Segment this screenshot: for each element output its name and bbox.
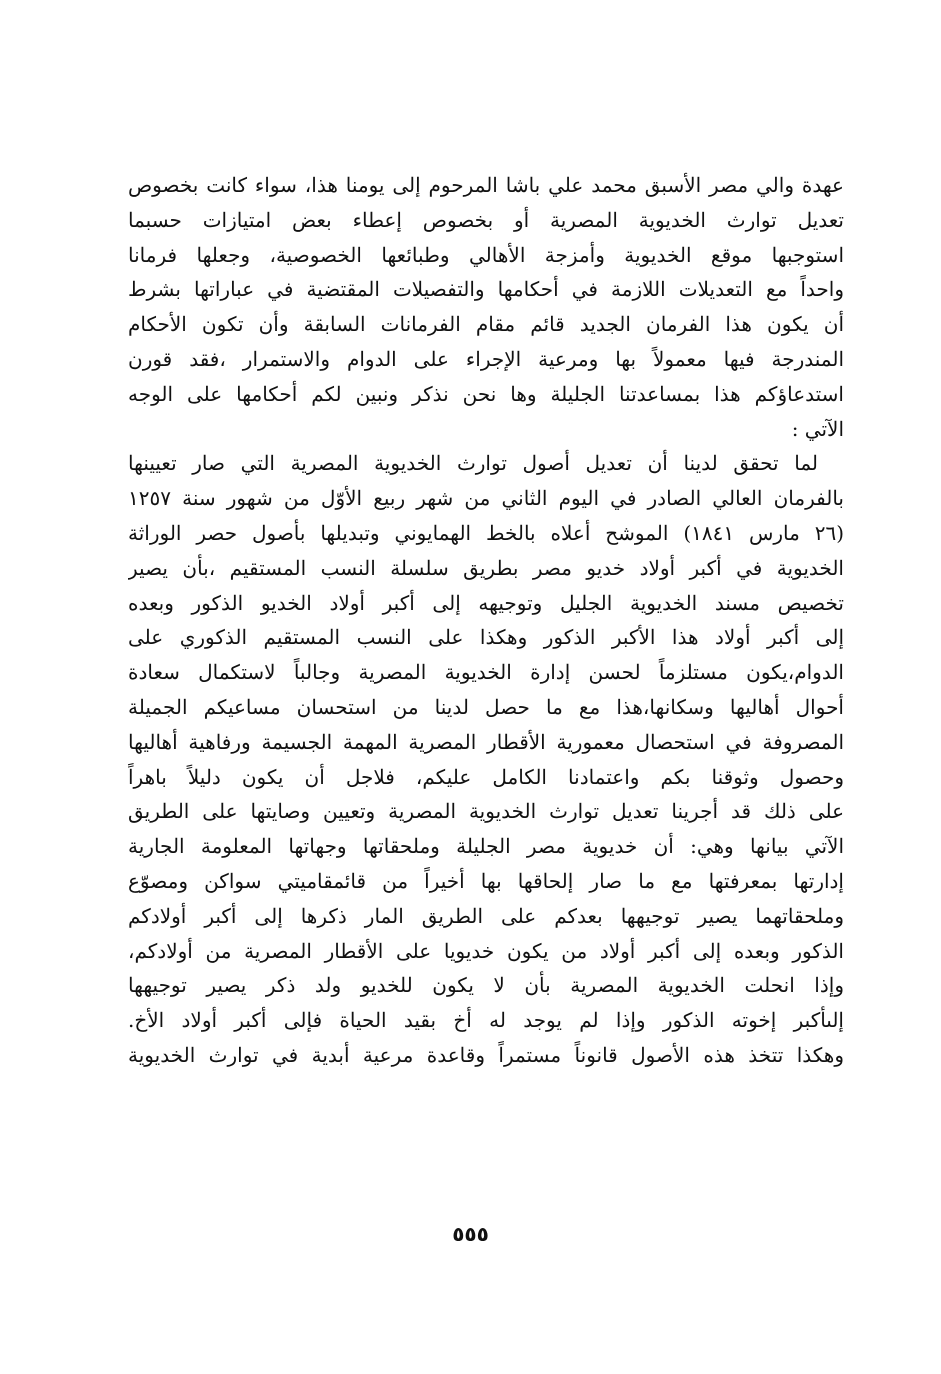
text-line: أن يكون هذا الفرمان الجديد قائم مقام الفرمانات السابقة وأن تكون الأحكام xyxy=(128,312,844,337)
paragraph-end-line: الآتي : xyxy=(791,416,844,441)
text-line: الآتي بيانها وهي: أن خديوية مصر الجليلة وملحقاتها وجهاتها المعلومة الجارية xyxy=(128,834,844,859)
text-line: عهدة والي مصر الأسبق محمد علي باشا المرحوم إلى يومنا هذا، سواء كانت بخصوص xyxy=(128,173,844,197)
text-line: على ذلك قد أجرينا تعديل توارث الخديوية المصرية وتعيين وصايتها على الطريق xyxy=(128,799,844,824)
text-line: إدارتها بمعرفتها مع ما صار إلحاقها بها أخيراً من قائمقاميتي سواكن ومصوّع xyxy=(128,868,844,893)
page-number: ٥٥٥ xyxy=(452,1222,489,1246)
text-line: الذكور وبعده إلى أكبر أولاد من يكون خديويا على الأقطار المصرية من أولادكم، xyxy=(128,938,844,963)
body-text xyxy=(128,168,844,1073)
text-line: إلى أكبر أولاد هذا الأكبر الذكور وهكذا على النسب المستقيم الذكوري على xyxy=(128,625,844,650)
text-line: استوجبها موقع الخديوية وأمزجة الأهالي وطبائعها الخصوصية، وجعلها فرمانا xyxy=(128,242,844,267)
text-line: أحوال أهاليها وسكانها،هذا مع ما حصل لدينا من استحسان مساعيكم الجميلة xyxy=(128,694,844,719)
text-line: المصروفة في استحصال معمورية الأقطار المصرية المهمة الجسيمة ورفاهية أهاليها xyxy=(128,729,844,754)
text-line: إلىأكبر إخوته الذكور وإذا لم يوجد له أخ بقيد الحياة فإلى أكبر أولاد الأخ. xyxy=(128,1008,844,1033)
text-line: الدوام،يكون مستلزماً لحسن إدارة الخديوية المصرية وجالباً لاستكمال سعادة xyxy=(128,660,844,685)
text-line: الخديوية في أكبر أولاد خديو مصر بطريق سلسلة النسب المستقيم ،بأن يصير xyxy=(128,555,844,580)
text-line: وحصول وثوقنا بكم واعتمادنا الكامل عليكم، فلاجل أن يكون دليلاً باهراً xyxy=(128,764,844,789)
text-line: تعديل توارث الخديوية المصرية أو بخصوص إعطاء بعض امتيازات حسبما xyxy=(128,207,844,232)
text-line: وإذا انحلت الخديوية المصرية بأن لا يكون للخديو ولد ذكر يصير توجيهها xyxy=(128,973,844,998)
text-line: تخصيص مسند الخديوية الجليل وتوجيهه إلى أكبر أولاد الخديو الذكور وبعده xyxy=(128,590,844,615)
text-line: بالفرمان العالي الصادر في اليوم الثاني من شهر ربيع الأوّل من شهور سنة ١٢٥٧ xyxy=(128,486,844,511)
text-line: استدعاؤكم هذا بمساعدتنا الجليلة وها نحن نذكر ونبين لكم أحكامها على الوجه xyxy=(128,381,844,406)
text-line: وملحقاتهما يصير توجيهها بعدكم على الطريق المار ذكرها إلى أكبر أولادكم xyxy=(128,903,844,928)
text-line: واحداً مع التعديلات اللازمة في أحكامها والتفصيلات المقتضية في عباراتها بشرط xyxy=(128,277,844,302)
text-line: وهكذا تتخذ هذه الأصول قانوناً مستمراً وقاعدة مرعية أبدية في توارث الخديوية xyxy=(128,1042,844,1067)
text-line: المندرجة فيها معمولاً بها ومرعية الإجراء على الدوام والاستمرار ،فقد قورن xyxy=(128,346,844,371)
paragraph-start-line: لما تحقق لدينا أن تعديل أصول توارث الخديوية المصرية التي صار تعيينها xyxy=(128,451,818,476)
text-line: (٢٦ مارس ١٨٤١) الموشح أعلاه بالخط الهمايوني وتبديلها بأصول حصر الوراثة xyxy=(128,520,844,545)
